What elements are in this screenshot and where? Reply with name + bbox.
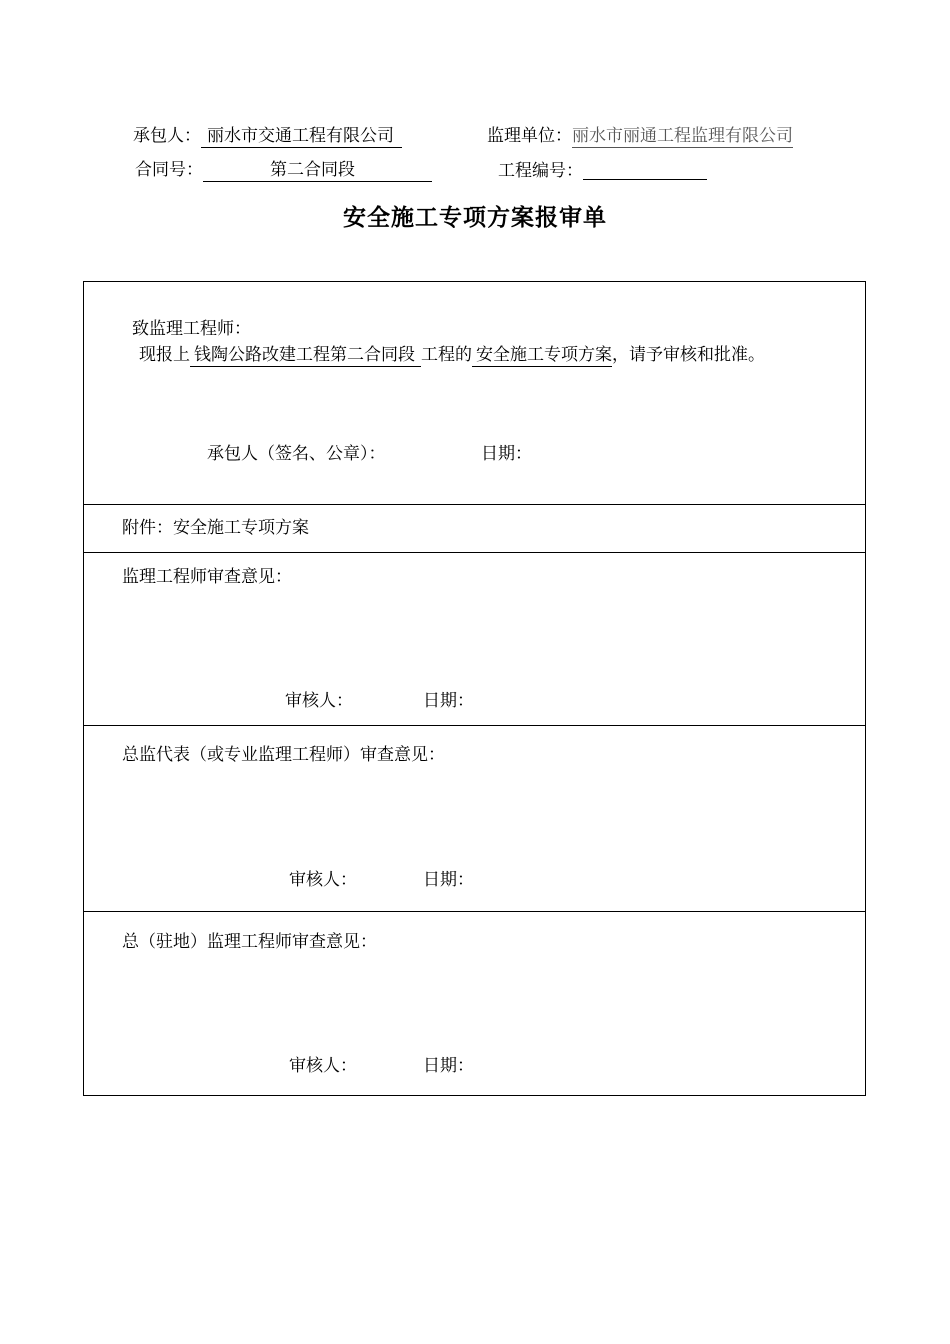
project-no-value [583, 162, 707, 180]
section3-reviewer-label: 审核人： [289, 870, 357, 890]
salutation: 致监理工程师： [132, 319, 251, 339]
project-no-row [498, 162, 707, 180]
divider [84, 725, 865, 726]
contract-no-label: 合同号： [135, 160, 203, 180]
section4-reviewer-label: 审核人： [289, 1056, 357, 1076]
project-no-label: 工程编号： [498, 161, 583, 181]
divider [84, 504, 865, 505]
chief-rep-review-heading: 总监代表（或专业监理工程师）审查意见： [122, 745, 445, 765]
attachment-line: 附件：安全施工专项方案 [122, 518, 309, 538]
chief-supervisor-review-heading: 总（驻地）监理工程师审查意见： [122, 932, 377, 952]
supervisor-unit-label: 监理单位： [487, 126, 572, 146]
contractor-value: 丽水市交通工程有限公司 [201, 128, 402, 148]
contract-no-row [135, 162, 432, 182]
supervisor-unit-row [487, 128, 793, 148]
page-title: 安全施工专项方案报审单 [343, 204, 607, 231]
contractor-signature-label: 承包人（签名、公章）： [207, 444, 386, 464]
supervisor-unit-value: 丽水市丽通工程监理有限公司 [572, 126, 793, 146]
form-table [83, 281, 866, 1096]
section1-date-label: 日期： [481, 444, 532, 464]
section2-reviewer-label: 审核人： [285, 691, 353, 711]
supervisor-review-heading: 监理工程师审查意见： [122, 567, 292, 587]
section4-date-label: 日期： [423, 1056, 474, 1076]
project-name: 钱陶公路改建工程第二合同段 [190, 347, 421, 367]
section3-date-label: 日期： [423, 870, 474, 890]
divider [84, 552, 865, 553]
item-name: 安全施工专项方案 [472, 347, 612, 367]
contractor-row [133, 128, 402, 148]
contractor-label: 承包人： [133, 126, 201, 146]
submission-line: 现报上 钱陶公路改建工程第二合同段 工程的 安全施工专项方案，请予审核和批准。 [139, 345, 765, 365]
contract-no-value: 第二合同段 [203, 162, 432, 182]
section2-date-label: 日期： [423, 691, 474, 711]
divider [84, 911, 865, 912]
